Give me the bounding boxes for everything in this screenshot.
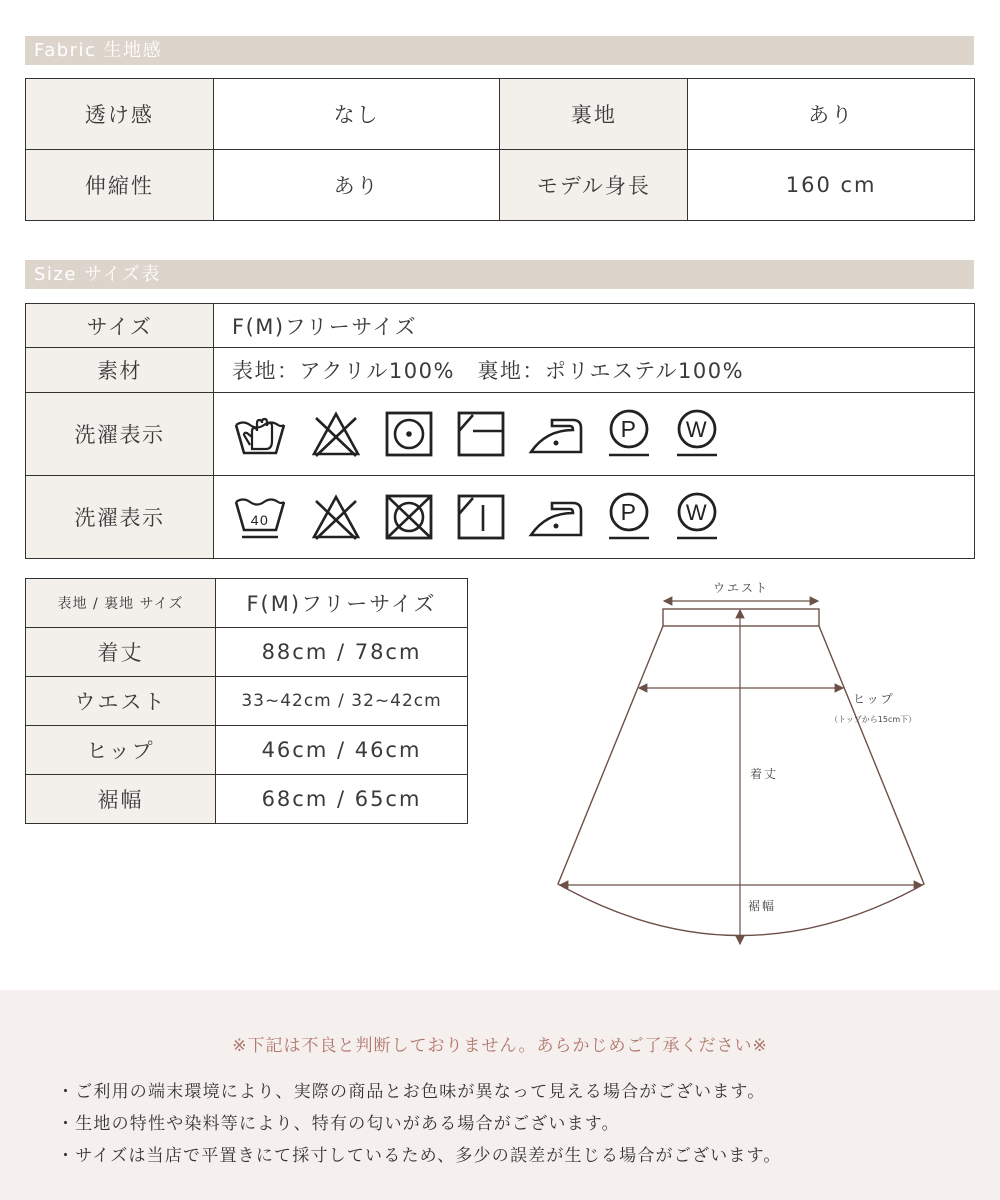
see-through-label: 透け感: [26, 79, 214, 150]
drip-dry-icon: [456, 493, 506, 541]
professional-dry-clean-p-icon: [606, 491, 652, 543]
table-row: [26, 393, 975, 476]
lining-value: あり: [688, 79, 975, 150]
notice-box: [0, 990, 1000, 1200]
waist-value: 33~42cm / 32~42cm: [216, 677, 468, 726]
tumble-dry-icon: [384, 410, 434, 458]
professional-wet-clean-w-icon: [674, 491, 720, 543]
table-row: [26, 348, 975, 393]
no-tumble-dry-icon: [384, 493, 434, 541]
measure-header-value: F(M)フリーサイズ: [216, 579, 468, 628]
size-section-header: Size サイズ表: [25, 260, 974, 289]
iron-low-icon: [528, 495, 584, 539]
hip-value: 46cm / 46cm: [216, 726, 468, 775]
wash-40-icon: [232, 492, 288, 542]
table-row: [26, 304, 975, 348]
model-height-value: 160 cm: [688, 150, 975, 221]
iron-low-icon: [528, 412, 584, 456]
hem-label: 裾幅: [26, 775, 216, 824]
size-table: [25, 303, 975, 559]
svg-text:W: W: [685, 417, 709, 442]
table-row: [26, 150, 975, 221]
professional-wet-clean-w-icon: [674, 408, 720, 460]
model-height-label: モデル身長: [500, 150, 688, 221]
table-row: [26, 476, 975, 559]
skirt-outline: [558, 626, 924, 936]
table-row: [26, 579, 468, 628]
care-icons-row-2: [214, 476, 975, 559]
no-bleach-icon: [310, 410, 362, 458]
diagram-hem-label: 裾幅: [748, 899, 777, 913]
lining-label: 裏地: [500, 79, 688, 150]
line-dry-icon: [456, 410, 506, 458]
care-label-1: 洗濯表示: [26, 393, 214, 476]
notice-title: ※下記は不良と判断しておりません。あらかじめご了承ください※: [232, 1036, 768, 1056]
stretch-value: あり: [213, 150, 500, 221]
notice-line: ・サイズは当店で平置きにて採寸しているため、多少の誤差が生じる場合がございます。: [57, 1146, 782, 1166]
see-through-value: なし: [213, 79, 500, 150]
material-label: 素材: [26, 348, 214, 393]
stretch-label: 伸縮性: [26, 150, 214, 221]
fabric-section-header: Fabric 生地感: [25, 36, 974, 65]
table-row: [26, 726, 468, 775]
svg-text:P: P: [620, 416, 638, 442]
hem-value: 68cm / 65cm: [216, 775, 468, 824]
notice-line: ・ご利用の端末環境により、実際の商品とお色味が異なって見える場合がございます。: [57, 1082, 766, 1102]
no-bleach-icon: [310, 493, 362, 541]
diagram-hip-label: ヒップ: [853, 692, 895, 706]
size-label: サイズ: [26, 304, 214, 348]
professional-dry-clean-p-icon: [606, 408, 652, 460]
hip-label: ヒップ: [26, 726, 216, 775]
measure-header-label: 表地 / 裏地 サイズ: [26, 579, 216, 628]
length-label: 着丈: [26, 628, 216, 677]
diagram-waist-label: ウエスト: [712, 581, 770, 595]
diagram-length-label: 着丈: [750, 767, 779, 781]
table-row: [26, 79, 975, 150]
waist-label: ウエスト: [26, 677, 216, 726]
length-value: 88cm / 78cm: [216, 628, 468, 677]
diagram-hip-note: （トップから15cm下）: [830, 715, 917, 724]
skirt-diagram: [540, 572, 990, 962]
size-value: F(M)フリーサイズ: [214, 304, 975, 348]
material-value: 表地：アクリル100% 裏地：ポリエステル100%: [214, 348, 975, 393]
measurements-table: [25, 578, 468, 824]
hand-wash-icon: [232, 409, 288, 459]
table-row: [26, 775, 468, 824]
table-row: [26, 628, 468, 677]
waistband-shape: [663, 609, 819, 626]
fabric-table: [25, 78, 975, 221]
care-icons-row-1: [214, 393, 975, 476]
care-label-2: 洗濯表示: [26, 476, 214, 559]
table-row: [26, 677, 468, 726]
svg-text:W: W: [685, 500, 709, 525]
svg-text:P: P: [620, 499, 638, 525]
svg-text:40: 40: [250, 512, 270, 528]
notice-line: ・生地の特性や染料等により、特有の匂いがある場合がございます。: [57, 1114, 620, 1134]
